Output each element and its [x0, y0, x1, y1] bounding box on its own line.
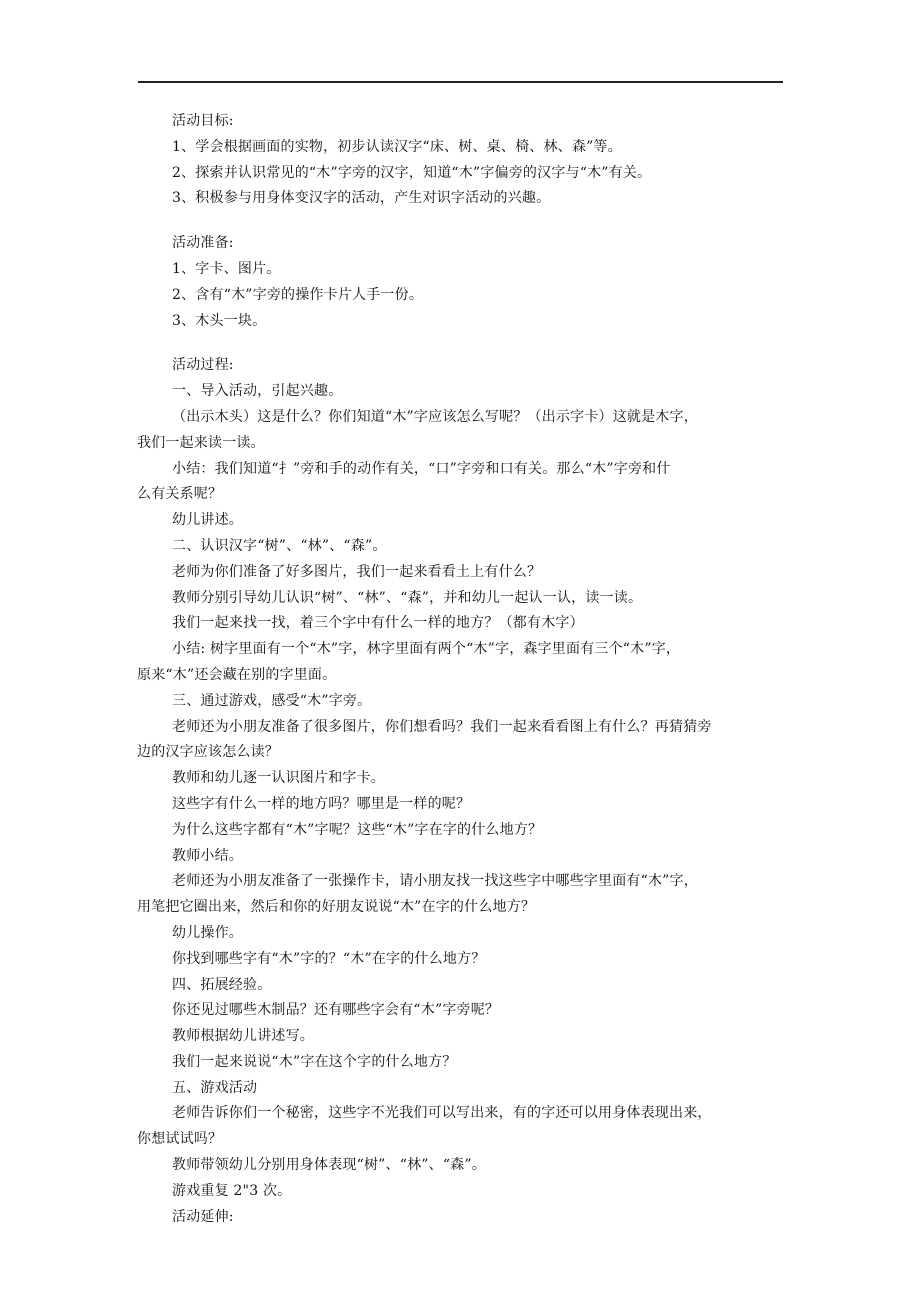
paragraph-line: 为什么这些字都有“木”字呢？这些“木”字在字的什么地方？	[172, 821, 543, 838]
paragraph-line: 你想试试吗？	[137, 1131, 223, 1148]
paragraph-line: 我们一起来找一找，着三个字中有什么一样的地方？（都有木字）	[172, 615, 584, 632]
paragraph-line: 教师小结。	[172, 847, 243, 864]
paragraph-line: 幼儿讲述。	[172, 512, 243, 529]
paragraph-line: 小结：我们知道“扌”旁和手的动作有关，“口”字旁和口有关。那么“木”字旁和什	[172, 460, 671, 477]
paragraph-line: 边的汉字应该怎么读？	[137, 744, 279, 761]
prep-item: 2、含有“木”字旁的操作卡片人手一份。	[172, 286, 424, 303]
process-step-heading: 五、游戏活动	[172, 1079, 258, 1096]
paragraph-line: 么有关系呢？	[137, 486, 223, 503]
paragraph-line: 教师和幼儿逐一认识图片和字卡。	[172, 770, 385, 787]
prep-item: 3、木头一块。	[172, 312, 267, 329]
section-gap	[137, 212, 787, 231]
paragraph-line: 你还见过哪些木制品？还有哪些字会有“木”字旁呢？	[172, 1002, 500, 1019]
section-gap	[137, 334, 787, 353]
goal-item: 2、探索并认识常见的“木”字旁的汉字，知道“木”字偏旁的汉字与“木”有关。	[172, 164, 652, 181]
paragraph-line: 教师分别引导幼儿认识“树”、“林”、“森”，并和幼儿一起认一认，读一读。	[172, 589, 643, 606]
prep-item: 1、字卡、图片。	[172, 260, 281, 277]
document-body	[137, 109, 787, 1230]
paragraph-line: 老师还为小朋友准备了一张操作卡，请小朋友找一找这些字中哪些字里面有“木”字，	[172, 873, 698, 890]
paragraph-line: 小结: 树字里面有一个“木”字，林字里面有两个“木”字，森字里面有三个“木”字，	[172, 641, 681, 658]
paragraph-line: 老师告诉你们一个秘密，这些字不光我们可以写出来，有的字还可以用身体表现出来，	[172, 1105, 712, 1122]
paragraph-line: 教师带领幼儿分别用身体表现“树”、“林”、“森”。	[172, 1157, 486, 1174]
paragraph-line: 我们一起来读一读。	[137, 434, 265, 451]
goal-item: 1、学会根据画面的实物，初步认读汉字“床、树、桌、椅、林、森”等。	[172, 138, 622, 155]
goals-heading: 活动目标:	[172, 113, 234, 129]
paragraph-line: 这些字有什么一样的地方吗？哪里是一样的呢？	[172, 795, 471, 812]
goal-item: 3、积极参与用身体变汉字的活动，产生对识字活动的兴趣。	[172, 190, 551, 207]
paragraph-line: 老师为你们准备了好多图片，我们一起来看看土上有什么？	[172, 563, 542, 580]
process-step-heading: 四、拓展经验。	[172, 976, 272, 993]
paragraph-line: 原来“木”还会藏在别的字里面。	[137, 666, 337, 683]
prep-heading: 活动准备:	[172, 235, 234, 252]
process-step-heading: 一、导入活动，引起兴趣。	[172, 383, 343, 400]
paragraph-line: 幼儿操作。	[172, 924, 243, 941]
process-step-heading: 三、通过游戏，感受“木”字旁。	[172, 692, 372, 709]
paragraph-line: 教师根据幼儿讲述写。	[172, 1028, 314, 1045]
process-step-heading: 二、认识汉字“树”、“林”、“森”。	[172, 537, 387, 554]
paragraph-line: （出示木头）这是什么？你们知道“木”字应该怎么写呢？（出示字卡）这就是木字，	[172, 408, 698, 425]
process-heading: 活动过程:	[172, 357, 234, 374]
paragraph-line: 我们一起来说说“木”字在这个字的什么地方？	[172, 1053, 457, 1070]
paragraph-line: 用笔把它圈出来，然后和你的好朋友说说“木”在字的什么地方？	[137, 899, 536, 916]
paragraph-line: 游戏重复 2"3 次。	[172, 1182, 292, 1199]
header-rule	[138, 81, 783, 83]
paragraph-line: 老师还为小朋友准备了很多图片，你们想看吗？我们一起来看看图上有什么？再猜猜旁	[172, 718, 712, 735]
paragraph-line: 你找到哪些字有“木”字的？“木”在字的什么地方？	[172, 950, 486, 967]
extension-heading: 活动延伸:	[172, 1208, 234, 1225]
